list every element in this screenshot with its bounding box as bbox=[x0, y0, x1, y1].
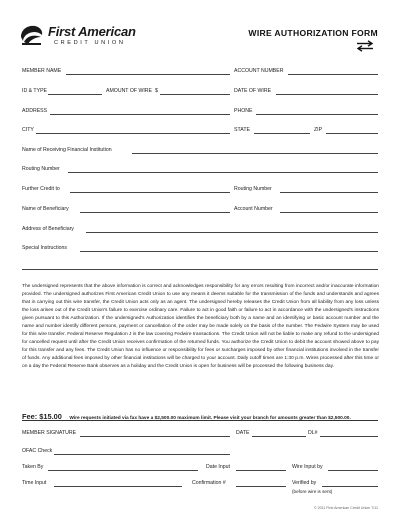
account-number-field[interactable] bbox=[288, 74, 378, 75]
beneficiary-name-field[interactable] bbox=[80, 212, 230, 213]
id-type-field[interactable] bbox=[48, 94, 102, 95]
time-input-field[interactable] bbox=[54, 486, 182, 487]
verified-by-field[interactable] bbox=[322, 486, 378, 487]
confirmation-number-field[interactable] bbox=[236, 486, 286, 487]
fee-label: Fee: $15.00 bbox=[22, 412, 62, 421]
wire-input-by-label: Wire Input by bbox=[292, 464, 323, 470]
form-title: WIRE AUTHORIZATION FORM bbox=[248, 28, 378, 38]
beneficiary-account-label: Account Number bbox=[234, 206, 273, 212]
member-signature-label: MEMBER SIGNATURE bbox=[22, 430, 77, 436]
amount-of-wire-label: AMOUNT OF WIRE bbox=[106, 88, 153, 94]
logo-subtitle: CREDIT UNION bbox=[54, 40, 126, 46]
dl-number-label: DL# bbox=[308, 430, 318, 436]
address-label: ADDRESS bbox=[22, 108, 48, 114]
id-type-label: ID & TYPE bbox=[22, 88, 47, 94]
beneficiary-address-label: Address of Beneficiary bbox=[22, 226, 74, 232]
beneficiary-name-label: Name of Beneficiary bbox=[22, 206, 69, 212]
taken-by-label: Taken By bbox=[22, 464, 44, 470]
further-credit-label: Further Credit to bbox=[22, 186, 60, 192]
wire-input-by-field[interactable] bbox=[328, 470, 378, 471]
signature-date-label: DATE bbox=[236, 430, 250, 436]
amount-of-wire-field[interactable] bbox=[160, 94, 230, 95]
account-number-label: ACCOUNT NUMBER bbox=[234, 68, 284, 74]
transfer-arrows-icon bbox=[356, 40, 374, 52]
date-of-wire-label: DATE OF WIRE bbox=[234, 88, 272, 94]
city-label: CITY bbox=[22, 127, 34, 133]
receiving-institution-label: Name of Receiving Financial Institution bbox=[22, 147, 112, 153]
state-field[interactable] bbox=[254, 133, 310, 134]
special-instructions-label: Special Instructions bbox=[22, 245, 67, 251]
logo-name: First American bbox=[48, 24, 136, 39]
logo-emblem-icon bbox=[18, 23, 44, 47]
beneficiary-address-field[interactable] bbox=[86, 232, 378, 233]
fee-note: Wire requests initiated via fax have a $2,500.00 maximum limit. Please visit your branch for amounts greater than $2,500.00. bbox=[69, 416, 351, 421]
amount-currency-symbol: $ bbox=[155, 88, 158, 94]
dl-number-field[interactable] bbox=[320, 436, 378, 437]
verified-by-label: Verified by bbox=[292, 480, 317, 486]
receiving-institution-field[interactable] bbox=[132, 153, 378, 154]
verified-by-note: (before wire is sent) bbox=[292, 489, 333, 494]
routing-number-field[interactable] bbox=[68, 172, 378, 173]
member-signature-field[interactable] bbox=[80, 436, 230, 437]
further-credit-field[interactable] bbox=[70, 192, 230, 193]
further-routing-number-label: Routing Number bbox=[234, 186, 272, 192]
date-input-field[interactable] bbox=[236, 470, 286, 471]
address-field[interactable] bbox=[50, 114, 230, 115]
special-instructions-field[interactable] bbox=[80, 251, 378, 252]
beneficiary-account-field[interactable] bbox=[280, 212, 378, 213]
confirmation-number-label: Confirmation # bbox=[192, 480, 226, 486]
signature-date-field[interactable] bbox=[252, 436, 306, 437]
zip-field[interactable] bbox=[326, 133, 378, 134]
member-name-field[interactable] bbox=[66, 74, 230, 75]
logo bbox=[18, 22, 188, 52]
ofac-check-label: OFAC Check bbox=[22, 448, 53, 454]
member-name-label: MEMBER NAME bbox=[22, 68, 62, 74]
date-of-wire-field[interactable] bbox=[276, 94, 378, 95]
authorization-disclaimer: The undersigned represents that the above information is correct and acknowledges responsibility for any errors resulting from incorrect and/or inaccurate information provided. The undersigned authorizes First American Credit Union to use any means it deems suitable for the transmission of the funds and understands and agrees that in carrying out this wire transfer, the Credit Union acts only as an agent. The undersigned hereby releases the Credit Union from all liability from any loss unless the loss arises out of the Credit Union's failure to exercise ordinary care. Failure to act in good faith or failure to act in accordance with the undersigned's instructions given pursuant to this Authorization. If the undersigned's Authorization identifies the beneficiary both by a name and an identifying or basic account number and the name and number identify different persons, payment or cancellation of the order may be made solely on the basis of the number. The Fedwire System may be used for this wire transfer. Federal Reserve Regulation J is the law covering Fedwire transactions. The Credit Union will not be liable to make any refund to the undersigned for cancelled request until after the Credit Union receives confirmation of the returned funds. You authorize the Credit Union to debit the account showed above to pay for this transfer and any fees. The Credit Union has no influence or responsibility for fees or surcharges imposed by other financial institutions involved in the transfer of funds. Any additional fees imposed by other financial institutions will be charged to your account. Daily cutoff times are 1:30 p.m. Wires processed after this time or on a day the Federal Reserve Bank observes as a holiday and the Credit Union is open for business will be processed the following business day. bbox=[22, 284, 379, 369]
date-input-label: Date Input bbox=[206, 464, 230, 470]
further-routing-number-field[interactable] bbox=[280, 192, 378, 193]
state-label: STATE bbox=[234, 127, 250, 133]
zip-label: ZIP bbox=[314, 127, 323, 133]
phone-field[interactable] bbox=[256, 114, 378, 115]
taken-by-field[interactable] bbox=[48, 470, 198, 471]
footer-copyright: © 2011 First American Credit Union 7/11 bbox=[313, 506, 378, 510]
routing-number-label: Routing Number bbox=[22, 166, 60, 172]
section-divider bbox=[22, 420, 378, 421]
city-field[interactable] bbox=[36, 133, 230, 134]
phone-label: PHONE bbox=[234, 108, 253, 114]
ofac-check-field[interactable] bbox=[54, 454, 230, 455]
fee-row bbox=[22, 406, 351, 424]
time-input-label: Time Input bbox=[22, 480, 47, 486]
special-instructions-line-2[interactable] bbox=[22, 269, 378, 270]
